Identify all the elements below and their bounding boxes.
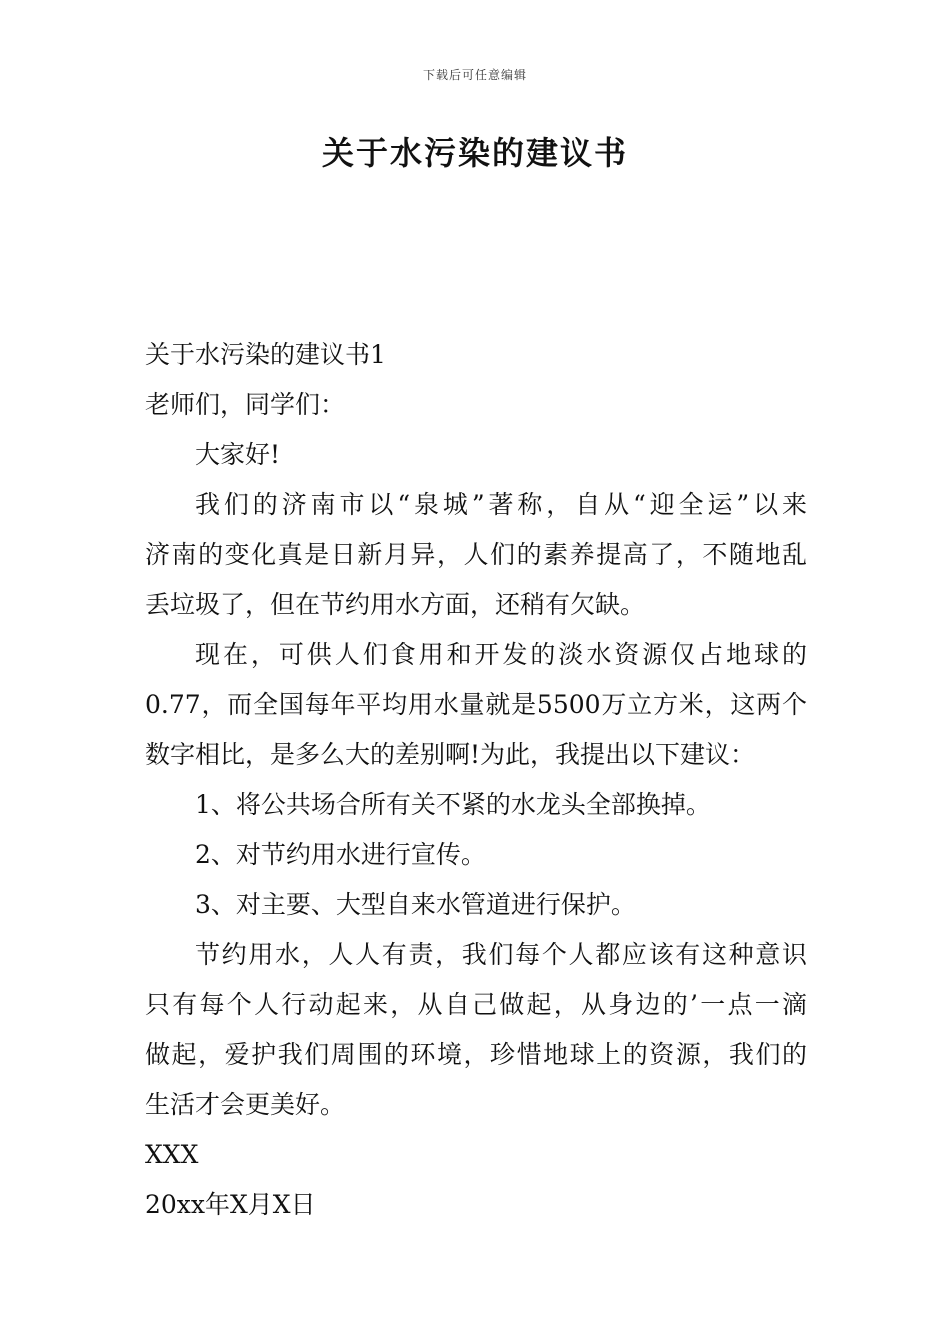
- paragraph-line: 只有每个人行动起来，从自己做起，从身边的’一点一滴: [145, 990, 807, 1019]
- signature: XXX: [145, 1140, 199, 1169]
- paragraph-line: 济南的变化真是日新月异，人们的素养提高了，不随地乱: [145, 540, 807, 569]
- date: 20xx年X月X日: [145, 1190, 316, 1219]
- suggestion-item: 2、对节约用水进行宣传。: [195, 840, 486, 869]
- paragraph-1: [145, 480, 807, 630]
- paragraph-line: 丢垃圾了，但在节约用水方面，还稍有欠缺。: [145, 590, 646, 619]
- salutation: 老师们，同学们：: [145, 390, 346, 419]
- paragraph-line: 数字相比，是多么大的差别啊!为此，我提出以下建议：: [145, 740, 756, 769]
- paragraph-line: 生活才会更美好。: [145, 1090, 346, 1119]
- paragraph-line: 0.77，而全国每年平均用水量就是5500万立方米，这两个: [145, 690, 807, 719]
- paragraph-3: [145, 930, 807, 1130]
- greeting: 大家好!: [195, 440, 281, 469]
- paragraph-line: 我们的济南市以“泉城”著称，自从“迎全运”以来: [195, 490, 807, 519]
- paragraph-line: 现在，可供人们食用和开发的淡水资源仅占地球的: [195, 640, 807, 669]
- document-title: 关于水污染的建议书: [321, 134, 628, 172]
- header-note: 下载后可任意编辑: [422, 68, 527, 82]
- paragraph-line: 做起，爱护我们周围的环境，珍惜地球上的资源，我们的: [145, 1040, 807, 1069]
- suggestion-item: 1、将公共场合所有关不紧的水龙头全部换掉。: [195, 790, 711, 819]
- suggestion-list: [145, 780, 807, 930]
- document-body: [145, 330, 807, 1230]
- letter-subtitle: 关于水污染的建议书1: [145, 340, 386, 369]
- paragraph-line: 节约用水，人人有责，我们每个人都应该有这种意识: [195, 940, 807, 969]
- paragraph-2: [145, 630, 807, 780]
- suggestion-item: 3、对主要、大型自来水管道进行保护。: [195, 890, 636, 919]
